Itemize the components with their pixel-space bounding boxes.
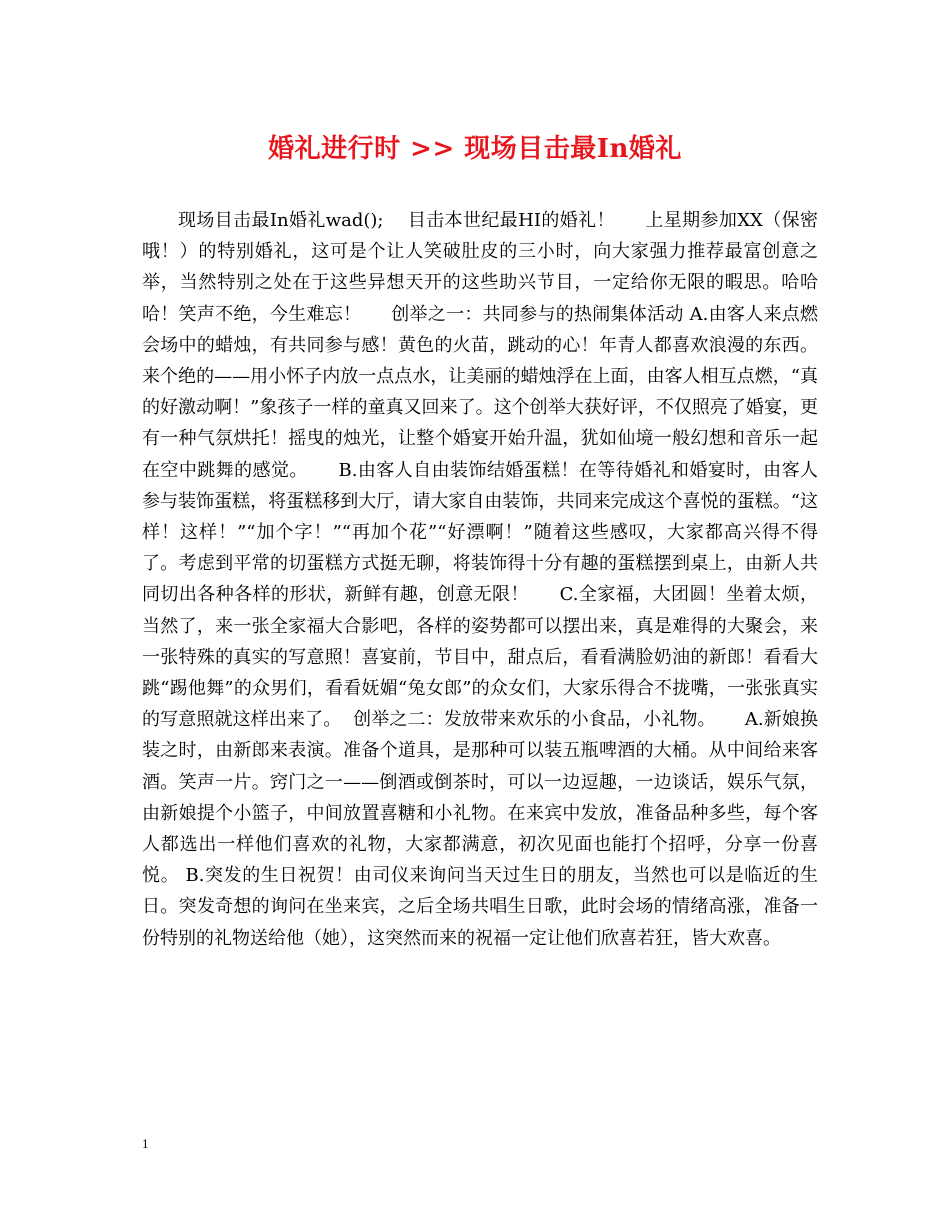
document-body: 现场目击最In婚礼wad(); 目击本世纪最HI的婚礼！ 上星期参加XX（保密哦！）的特别婚礼，这可是个让人笑破肚皮的三小时，向大家强力推荐最富创意之举，当然特别之处在于这些异想天开的这些助兴节目，一定给你无限的暇思。哈哈哈！笑声不绝，今生难忘！ 创举之一：共同参与的热闹集体活动 A.由客人来点燃会场中的蜡烛，有共同参与感！黄色的火苗，跳动的心！年青人都喜欢浪漫的东西。来个绝的——用小怀子内放一点点水，让美丽的蜡烛浮在上面，由客人相互点燃，“真的好激动啊！”象孩子一样的童真又回来了。这个创举大获好评，不仅照亮了婚宴，更有一种气氛烘托！摇曳的烛光，让整个婚宴开始升温，犹如仙境一般幻想和音乐一起在空中跳舞的感觉。 B.由客人自由装饰结婚蛋糕！在等待婚礼和婚宴时，由客人参与装饰蛋糕，将蛋糕移到大厅，请大家自由装饰，共同来完成这个喜悦的蛋糕。“这样！这样！”“加个字！”“再加个花”“好漂啊！”随着这些感叹，大家都高兴得不得了。考虑到平常的切蛋糕方式挺无聊，将装饰得十分有趣的蛋糕摆到桌上，由新人共同切出各种各样的形状，新鲜有趣，创意无限！ C.全家福，大团圆！坐着太烦，当然了，来一张全家福大合影吧，各样的姿势都可以摆出来，真是难得的大聚会，来一张特殊的真实的写意照！喜宴前，节目中，甜点后，看看满脸奶油的新郎！看看大跳“踢他舞”的众男们，看看妩媚“兔女郎”的众女们，大家乐得合不拢嘴，一张张真实的写意照就这样出来了。 创举之二：发放带来欢乐的小食品，小礼物。 A.新娘换装之时，由新郎来表演。准备个道具，是那种可以装五瓶啤酒的大桶。从中间给来客酒。笑声一片。窍门之一——倒酒或倒茶时，可以一边逗趣，一边谈话，娱乐气氛，由新娘提个小篮子，中间放置喜糖和小礼物。在来宾中发放，准备品种多些，每个客人都选出一样他们喜欢的礼物，大家都满意，初次见面也能打个招呼，分享一份喜悦。 B.突发的生日祝贺！由司仪来询问当天过生日的朋友，当然也可以是临近的生日。突发奇想的询问在坐来宾，之后全场共唱生日歌，此时会场的情绪高涨，准备一份特别的礼物送给他（她），这突然而来的祝福一定让他们欣喜若狂，皆大欢喜。: [142, 210, 818, 949]
document-title: 婚礼进行时 >> 现场目击最In婚礼: [268, 134, 682, 164]
page-number: 1: [142, 1136, 149, 1151]
